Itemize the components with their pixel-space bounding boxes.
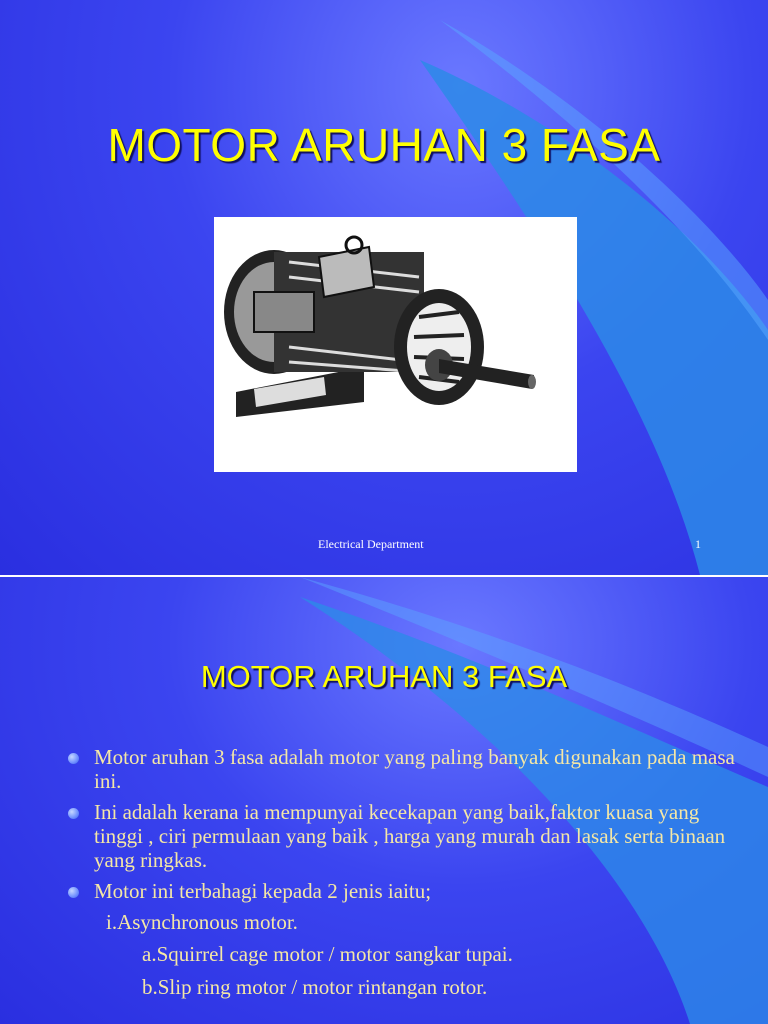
- list-item: Ini adalah kerana ia mempunyai kecekapan yang baik,faktor kuasa yang tinggi , ciri permulaan yang baik , harga yang murah dan lasak serta binaan yang ringkas.: [68, 800, 748, 872]
- slide-title: MOTOR ARUHAN 3 FASA: [107, 119, 661, 171]
- motor-image: [214, 217, 577, 472]
- bullet-icon: [68, 808, 79, 819]
- list-item: Motor aruhan 3 fasa adalah motor yang paling banyak digunakan pada masa ini.: [68, 745, 748, 793]
- sub-list-item: i.Asynchronous motor.: [106, 910, 298, 934]
- bullet-icon: [68, 753, 79, 764]
- list-item: Motor ini terbahagi kepada 2 jenis iaitu;: [68, 879, 748, 903]
- sub-sub-list-item: b.Slip ring motor / motor rintangan rotor.: [142, 975, 488, 999]
- footer-department: Electrical Department: [318, 537, 424, 551]
- slide-body: [68, 745, 748, 1008]
- sub-sub-list-item: a.Squirrel cage motor / motor sangkar tupai.: [142, 942, 513, 966]
- slide-2: [0, 577, 768, 1024]
- page-number: 1: [695, 537, 701, 551]
- motor-illustration: [214, 217, 577, 472]
- slide-title: MOTOR ARUHAN 3 FASA: [200, 659, 568, 694]
- bullet-icon: [68, 887, 79, 898]
